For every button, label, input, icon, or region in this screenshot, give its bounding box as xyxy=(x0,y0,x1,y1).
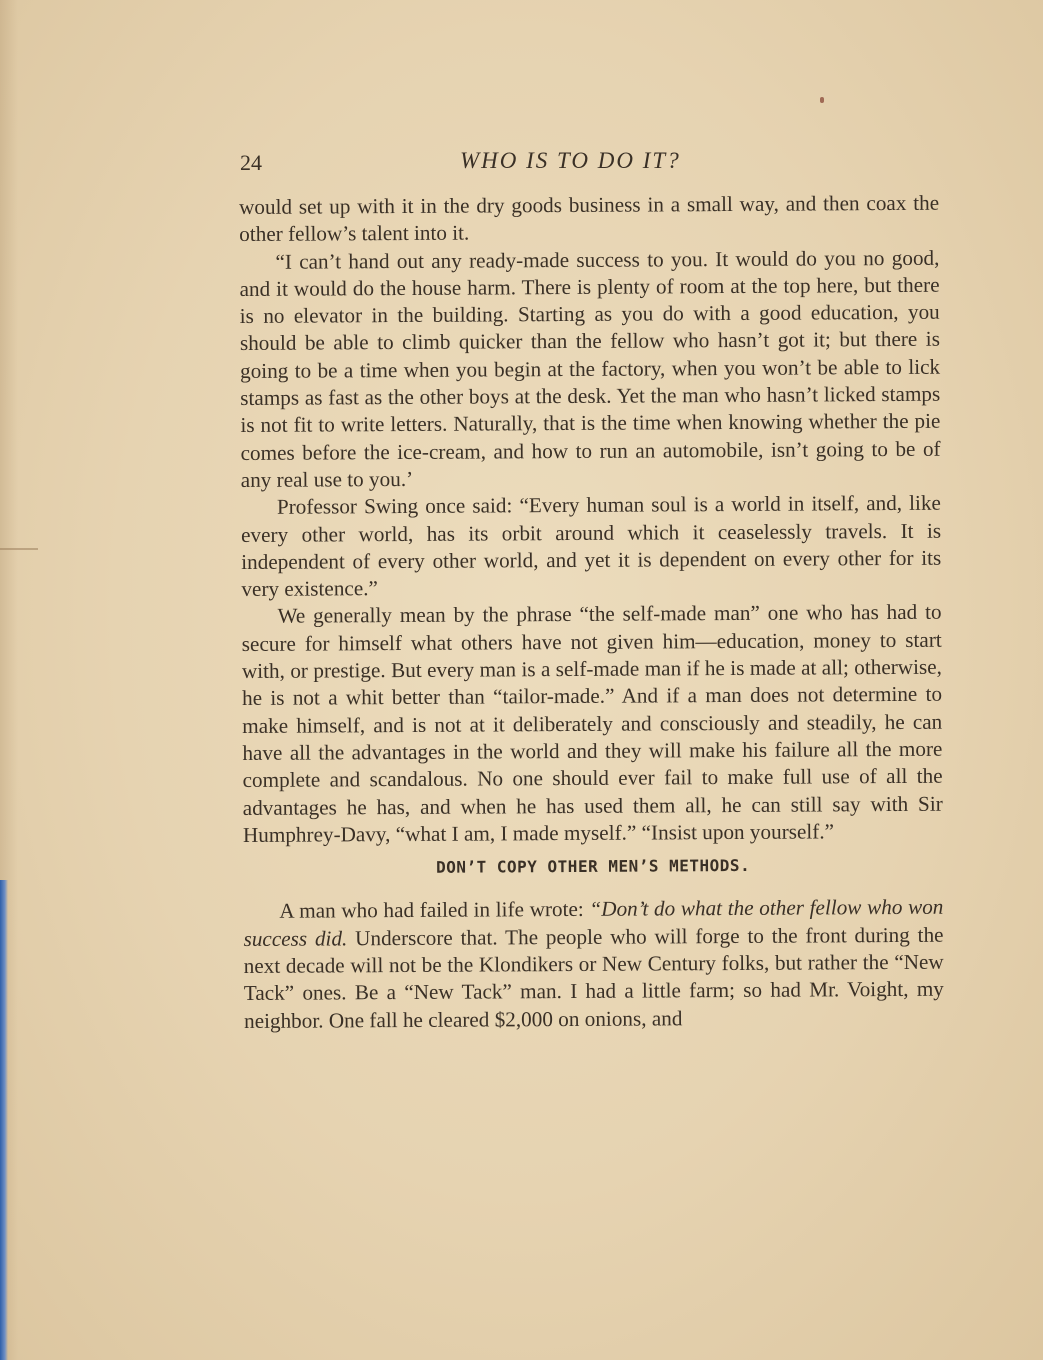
page-header xyxy=(240,148,940,184)
section-heading: DON’T COPY OTHER MEN’S METHODS. xyxy=(435,856,751,877)
paragraph-continued: would set up with it in the dry goods business in a small way, and then coax the other fellow’s talent into it. xyxy=(239,190,940,247)
page-crease xyxy=(0,548,38,550)
page-number: 24 xyxy=(240,150,262,175)
paragraph-new-tack xyxy=(243,894,944,1035)
paragraph-new-tack-italic: “Don’t do what the other fellow who won success did. xyxy=(243,895,944,951)
paragraph-new-tack-start: A man who had failed in life wrote: xyxy=(279,897,590,924)
blue-cover-edge xyxy=(0,880,8,1360)
paragraph-self-made: We generally mean by the phrase “the self-made man” one who has had to secure for himself what others have not given him—education, money to start with, or prestige. But every man is a self-made man if he is made at all; otherwise, he is not a whit better than “tailor-made.” And if a man does not determine to make himself, and is not at it deliberately and consciously and steadily, he can have all the advantages in the world and they will make his failure all the more complete and scandalous. No one should ever fail to make full use of all the advantages he has, and when he has used them all, he can still say with Sir Humphrey-Davy, “what I am, I made myself.” “Insist upon yourself.” xyxy=(241,600,943,847)
running-title: WHO IS TO DO IT? xyxy=(460,148,681,173)
paragraph-quote: “I can’t hand out any ready-made success to you. It would do you no good, and it would do the house harm. There is plenty of room at the top here, but there is no elevator in the building. Starting as you do with a good education, you should be able to climb quicker than the fellow who hasn’t got it; but there is going to be a time when you begin at the factory, when you won’t be able to lick stamps as fast as the other boys at the desk. Yet the man who hasn’t licked stamps is not fit to write letters. Naturally, that is the time when knowing whether the pie comes before the ice-cream, and how to run an automobile, isn’t going to be of any real use to you.’ xyxy=(239,245,941,492)
paragraph-new-tack-rest: Underscore that. The people who will forge to the front during the next decade will not be the Klondikers or New Century folks, but rather the “New Tack” ones. Be a “New Tack” man. I had a little farm; so had Mr. Voight, my neighbor. One fall he cleared $2,000 on onions, and xyxy=(243,922,944,1033)
paragraph-swing: Professor Swing once said: “Every human soul is a world in itself, and, like every other world, has its orbit around which it ceaselessly travels. It is independent of every other world, and yet it is dependent on every other for its very existence.” xyxy=(241,490,942,602)
body-text xyxy=(239,190,944,1035)
paper-speck xyxy=(820,97,824,103)
